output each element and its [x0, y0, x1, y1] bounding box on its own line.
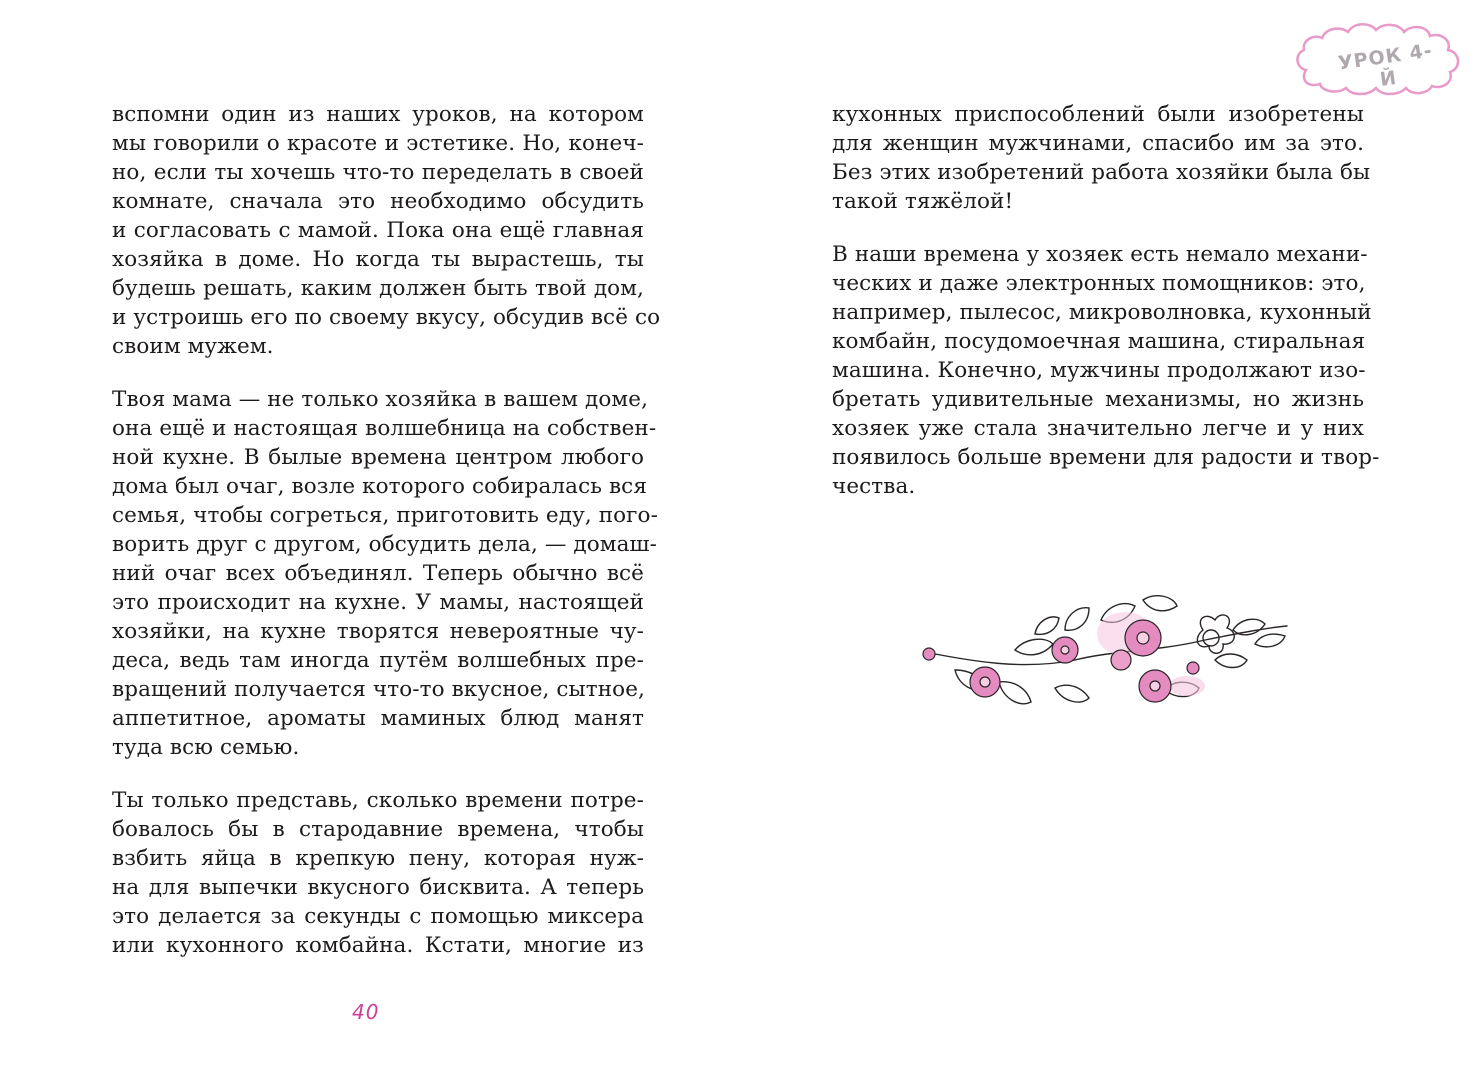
text-line: или кухонного комбайна. Кстати, многие из: [112, 933, 644, 958]
text-line: комбайн, посудомоечная машина, стиральная: [832, 329, 1366, 354]
right-page-text: [832, 100, 1380, 525]
text-line: вращений получается что-то вкусное, сытное,: [112, 677, 645, 702]
text-line: Твоя мама — не только хозяйка в вашем доме,: [112, 387, 649, 412]
text-line: чества.: [832, 474, 916, 499]
text-line: деса, ведь там иногда путём волшебных пре-: [112, 648, 644, 673]
text-line: бовалось бы в стародавние времена, чтобы: [112, 817, 644, 842]
text-line: вспомни один из наших уроков, на котором: [112, 102, 644, 127]
text-line: появилось больше времени для радости и твор-: [832, 445, 1380, 470]
text-line: ческих и даже электронных помощников: это,: [832, 271, 1366, 296]
text-line: кухонных приспособлений были изобретены: [832, 102, 1364, 127]
text-line: машина. Конечно, мужчины продолжают изо-: [832, 358, 1366, 383]
text-line: Ты только представь, сколько времени потре-: [112, 788, 644, 813]
left-page: [0, 0, 737, 1080]
paragraph-1: [112, 100, 661, 361]
text-line: туда всю семью.: [112, 735, 300, 760]
text-line: ной кухне. В былые времена центром любого: [112, 445, 644, 470]
text-line: В наши времена у хозяек есть немало механи-: [832, 242, 1368, 267]
paragraph-5: [832, 240, 1380, 501]
text-line: это делается за секунды с помощью миксера: [112, 904, 644, 929]
text-line: это происходит на кухне. У мамы, настоящей: [112, 590, 644, 615]
text-line: ворить друг с другом, обсудить дела, — домаш-: [112, 532, 657, 557]
text-line: Без этих изобретений работа хозяйки была бы: [832, 160, 1371, 185]
text-line: она ещё и настоящая волшебница на собствен-: [112, 416, 657, 441]
text-line: комнате, сначала это необходимо обсудить: [112, 189, 644, 214]
paragraph-4: [832, 100, 1371, 216]
text-line: семья, чтобы согреться, приготовить еду, пого-: [112, 503, 658, 528]
page-number: 40: [352, 1000, 380, 1024]
text-line: хозяйка в доме. Но когда ты вырастешь, ты: [112, 247, 644, 272]
text-line: взбить яйца в крепкую пену, которая нуж-: [112, 846, 644, 871]
text-line: для женщин мужчинами, спасибо им за это.: [832, 131, 1364, 156]
text-line: аппетитное, ароматы маминых блюд манят: [112, 706, 644, 731]
text-line: но, если ты хочешь что-то переделать в своей: [112, 160, 644, 185]
paragraph-2: [112, 385, 658, 762]
text-line: и устроишь его по своему вкусу, обсудив всё со: [112, 305, 661, 330]
text-line: будешь решать, каким должен быть твой дом,: [112, 276, 644, 301]
text-line: и согласовать с мамой. Пока она ещё главная: [112, 218, 644, 243]
text-line: такой тяжёлой!: [832, 189, 1014, 214]
floral-branch-illustration: [915, 590, 1295, 720]
text-line: бретать удивительные механизмы, но жизнь: [832, 387, 1364, 412]
left-page-text: [112, 100, 661, 984]
text-line: хозяек уже стала значительно легче и у них: [832, 416, 1364, 441]
paragraph-3: [112, 786, 644, 960]
text-line: своим мужем.: [112, 334, 274, 359]
text-line: например, пылесос, микроволновка, кухонный: [832, 300, 1372, 325]
text-line: мы говорили о красоте и эстетике. Но, конеч-: [112, 131, 644, 156]
text-line: дома был очаг, возле которого собиралась вся: [112, 474, 647, 499]
flower-branch-icon: [915, 590, 1295, 720]
text-line: ний очаг всех объединял. Теперь обычно всё: [112, 561, 644, 586]
lesson-label: УРОК 4-Й: [1336, 39, 1435, 91]
text-line: на для выпечки вкусного бисквита. А теперь: [112, 875, 644, 900]
text-line: хозяйки, на кухне творятся невероятные чу-: [112, 619, 644, 644]
